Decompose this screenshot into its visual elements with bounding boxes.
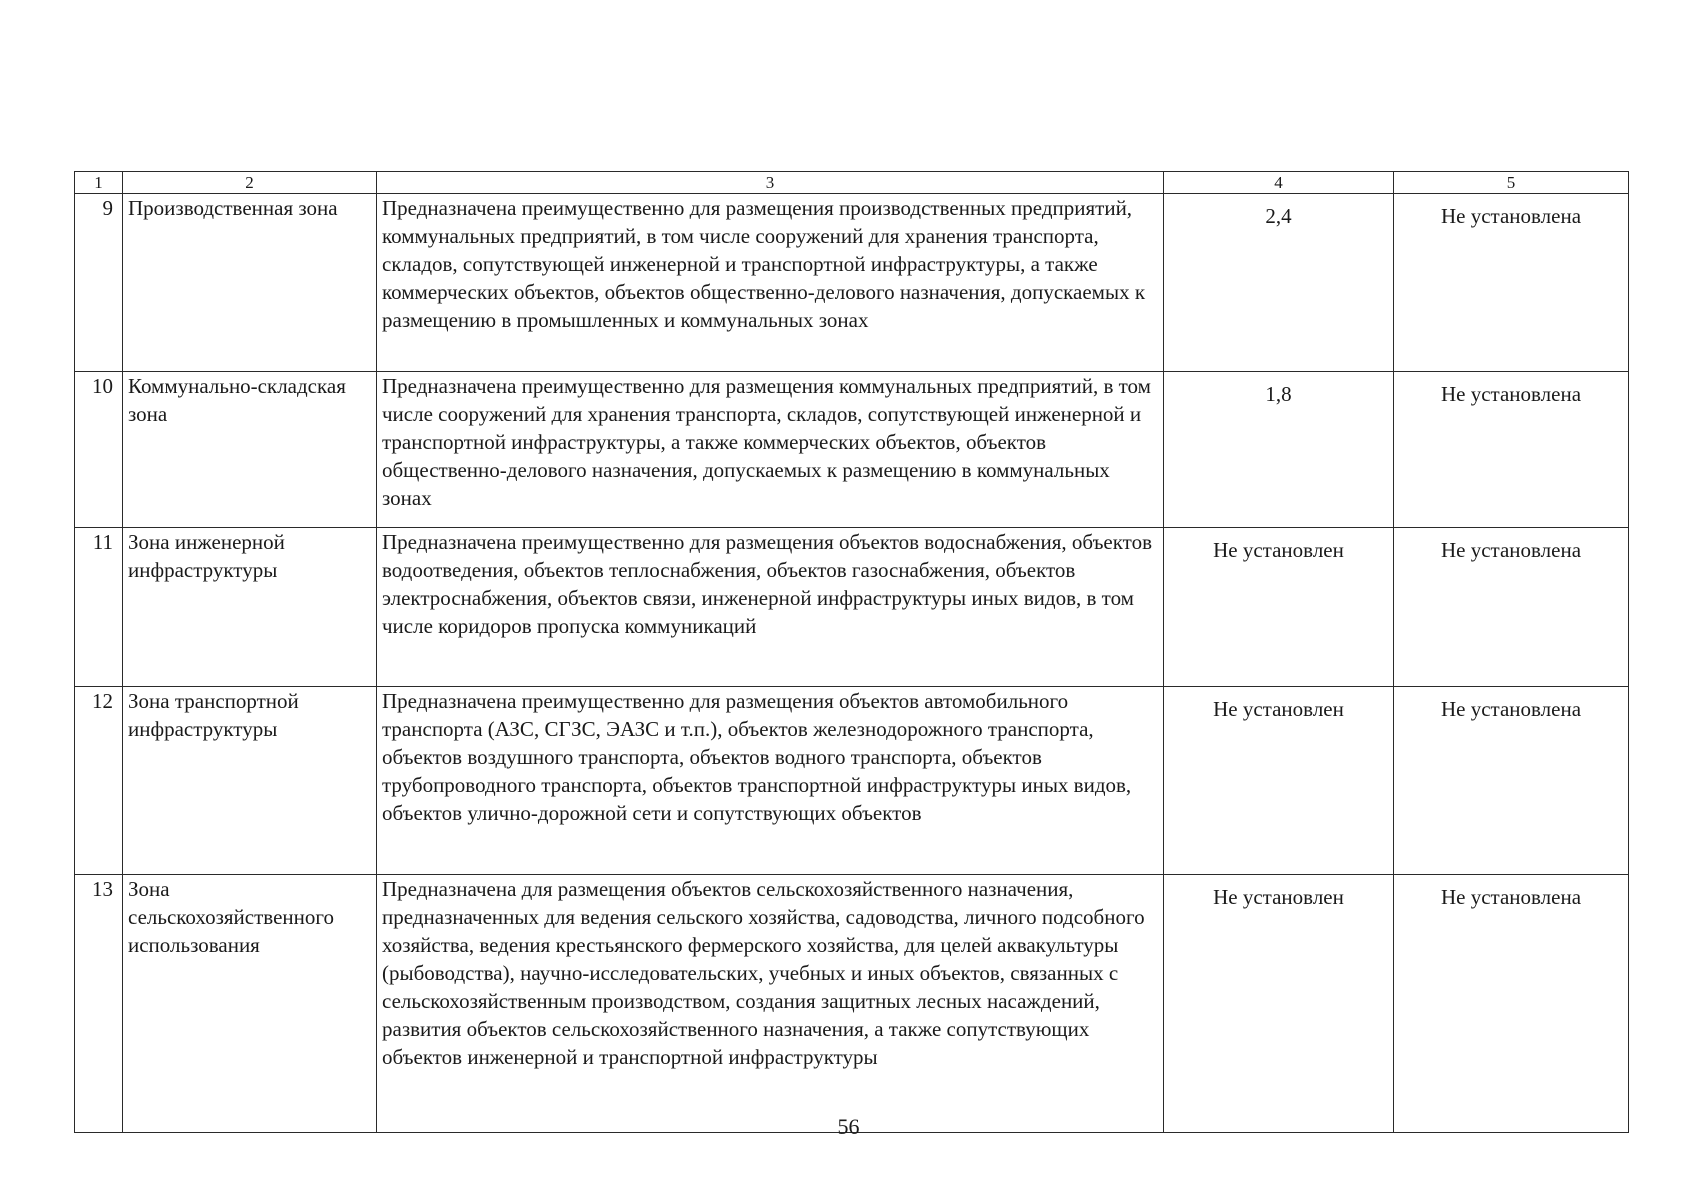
- zone-value-col5: Не установлена: [1394, 528, 1629, 687]
- zone-description: Предназначена преимущественно для размещения коммунальных предприятий, в том числе сооружений для хранения транспорта, складов, сопутствующей инженерной и транспортной инфраструктуры, а также коммерческих объектов, объектов общественно-делового назначения, допускаемых к размещению в коммунальных зонах: [377, 372, 1164, 528]
- zones-table: [74, 171, 1629, 1133]
- row-number: 9: [75, 194, 123, 372]
- zone-value-col5: Не установлена: [1394, 372, 1629, 528]
- zone-value-col4: 2,4: [1164, 194, 1394, 372]
- zone-value-col4: Не установлен: [1164, 528, 1394, 687]
- table-row: [75, 372, 1629, 528]
- header-cell-3: 3: [377, 172, 1164, 194]
- header-cell-1: 1: [75, 172, 123, 194]
- zone-description: Предназначена преимущественно для размещения производственных предприятий, коммунальных предприятий, в том числе сооружений для хранения транспорта, складов, сопутствующей инженерной и транспортной инфраструктуры, а также коммерческих объектов, объектов общественно-делового назначения, допускаемых к размещению в промышленных и коммунальных зонах: [377, 194, 1164, 372]
- row-number: 12: [75, 687, 123, 875]
- zone-description: Предназначена преимущественно для размещения объектов водоснабжения, объектов водоотведения, объектов теплоснабжения, объектов газоснабжения, объектов электроснабжения, объектов связи, инженерной инфраструктуры иных видов, в том числе коридоров пропуска коммуникаций: [377, 528, 1164, 687]
- row-number: 11: [75, 528, 123, 687]
- zone-name: Зона инженерной инфраструктуры: [123, 528, 377, 687]
- table-row: [75, 528, 1629, 687]
- zone-value-col4: 1,8: [1164, 372, 1394, 528]
- zone-description: Предназначена для размещения объектов сельскохозяйственного назначения, предназначенных для ведения сельского хозяйства, садоводства, личного подсобного хозяйства, ведения крестьянского фермерского хозяйства, для целей аквакультуры (рыбоводства), научно-исследовательских, учебных и иных объектов, связанных с сельскохозяйственным производством, создания защитных лесных насаждений, развития объектов сельскохозяйственного назначения, а также сопутствующих объектов инженерной и транспортной инфраструктуры: [377, 875, 1164, 1133]
- table-row: [75, 687, 1629, 875]
- header-cell-5: 5: [1394, 172, 1629, 194]
- header-cell-2: 2: [123, 172, 377, 194]
- row-number: 10: [75, 372, 123, 528]
- zone-description: Предназначена преимущественно для размещения объектов автомобильного транспорта (АЗС, СГЗС, ЭАЗС и т.п.), объектов железнодорожного транспорта, объектов воздушного транспорта, объектов водного транспорта, объектов трубопроводного транспорта, объектов транспортной инфраструктуры иных видов, объектов улично-дорожной сети и сопутствующих объектов: [377, 687, 1164, 875]
- page-number: 56: [837, 1114, 860, 1139]
- header-cell-4: 4: [1164, 172, 1394, 194]
- zone-value-col4: Не установлен: [1164, 875, 1394, 1133]
- zone-value-col4: Не установлен: [1164, 687, 1394, 875]
- table-row: [75, 875, 1629, 1133]
- zone-name: Производственная зона: [123, 194, 377, 372]
- zone-value-col5: Не установлена: [1394, 194, 1629, 372]
- table-header-row: [75, 172, 1629, 194]
- zone-name: Зона транспортной инфраструктуры: [123, 687, 377, 875]
- zone-name: Зона сельскохозяйственного использования: [123, 875, 377, 1133]
- zone-value-col5: Не установлена: [1394, 687, 1629, 875]
- zone-value-col5: Не установлена: [1394, 875, 1629, 1133]
- table-row: [75, 194, 1629, 372]
- row-number: 13: [75, 875, 123, 1133]
- zone-name: Коммунально-складская зона: [123, 372, 377, 528]
